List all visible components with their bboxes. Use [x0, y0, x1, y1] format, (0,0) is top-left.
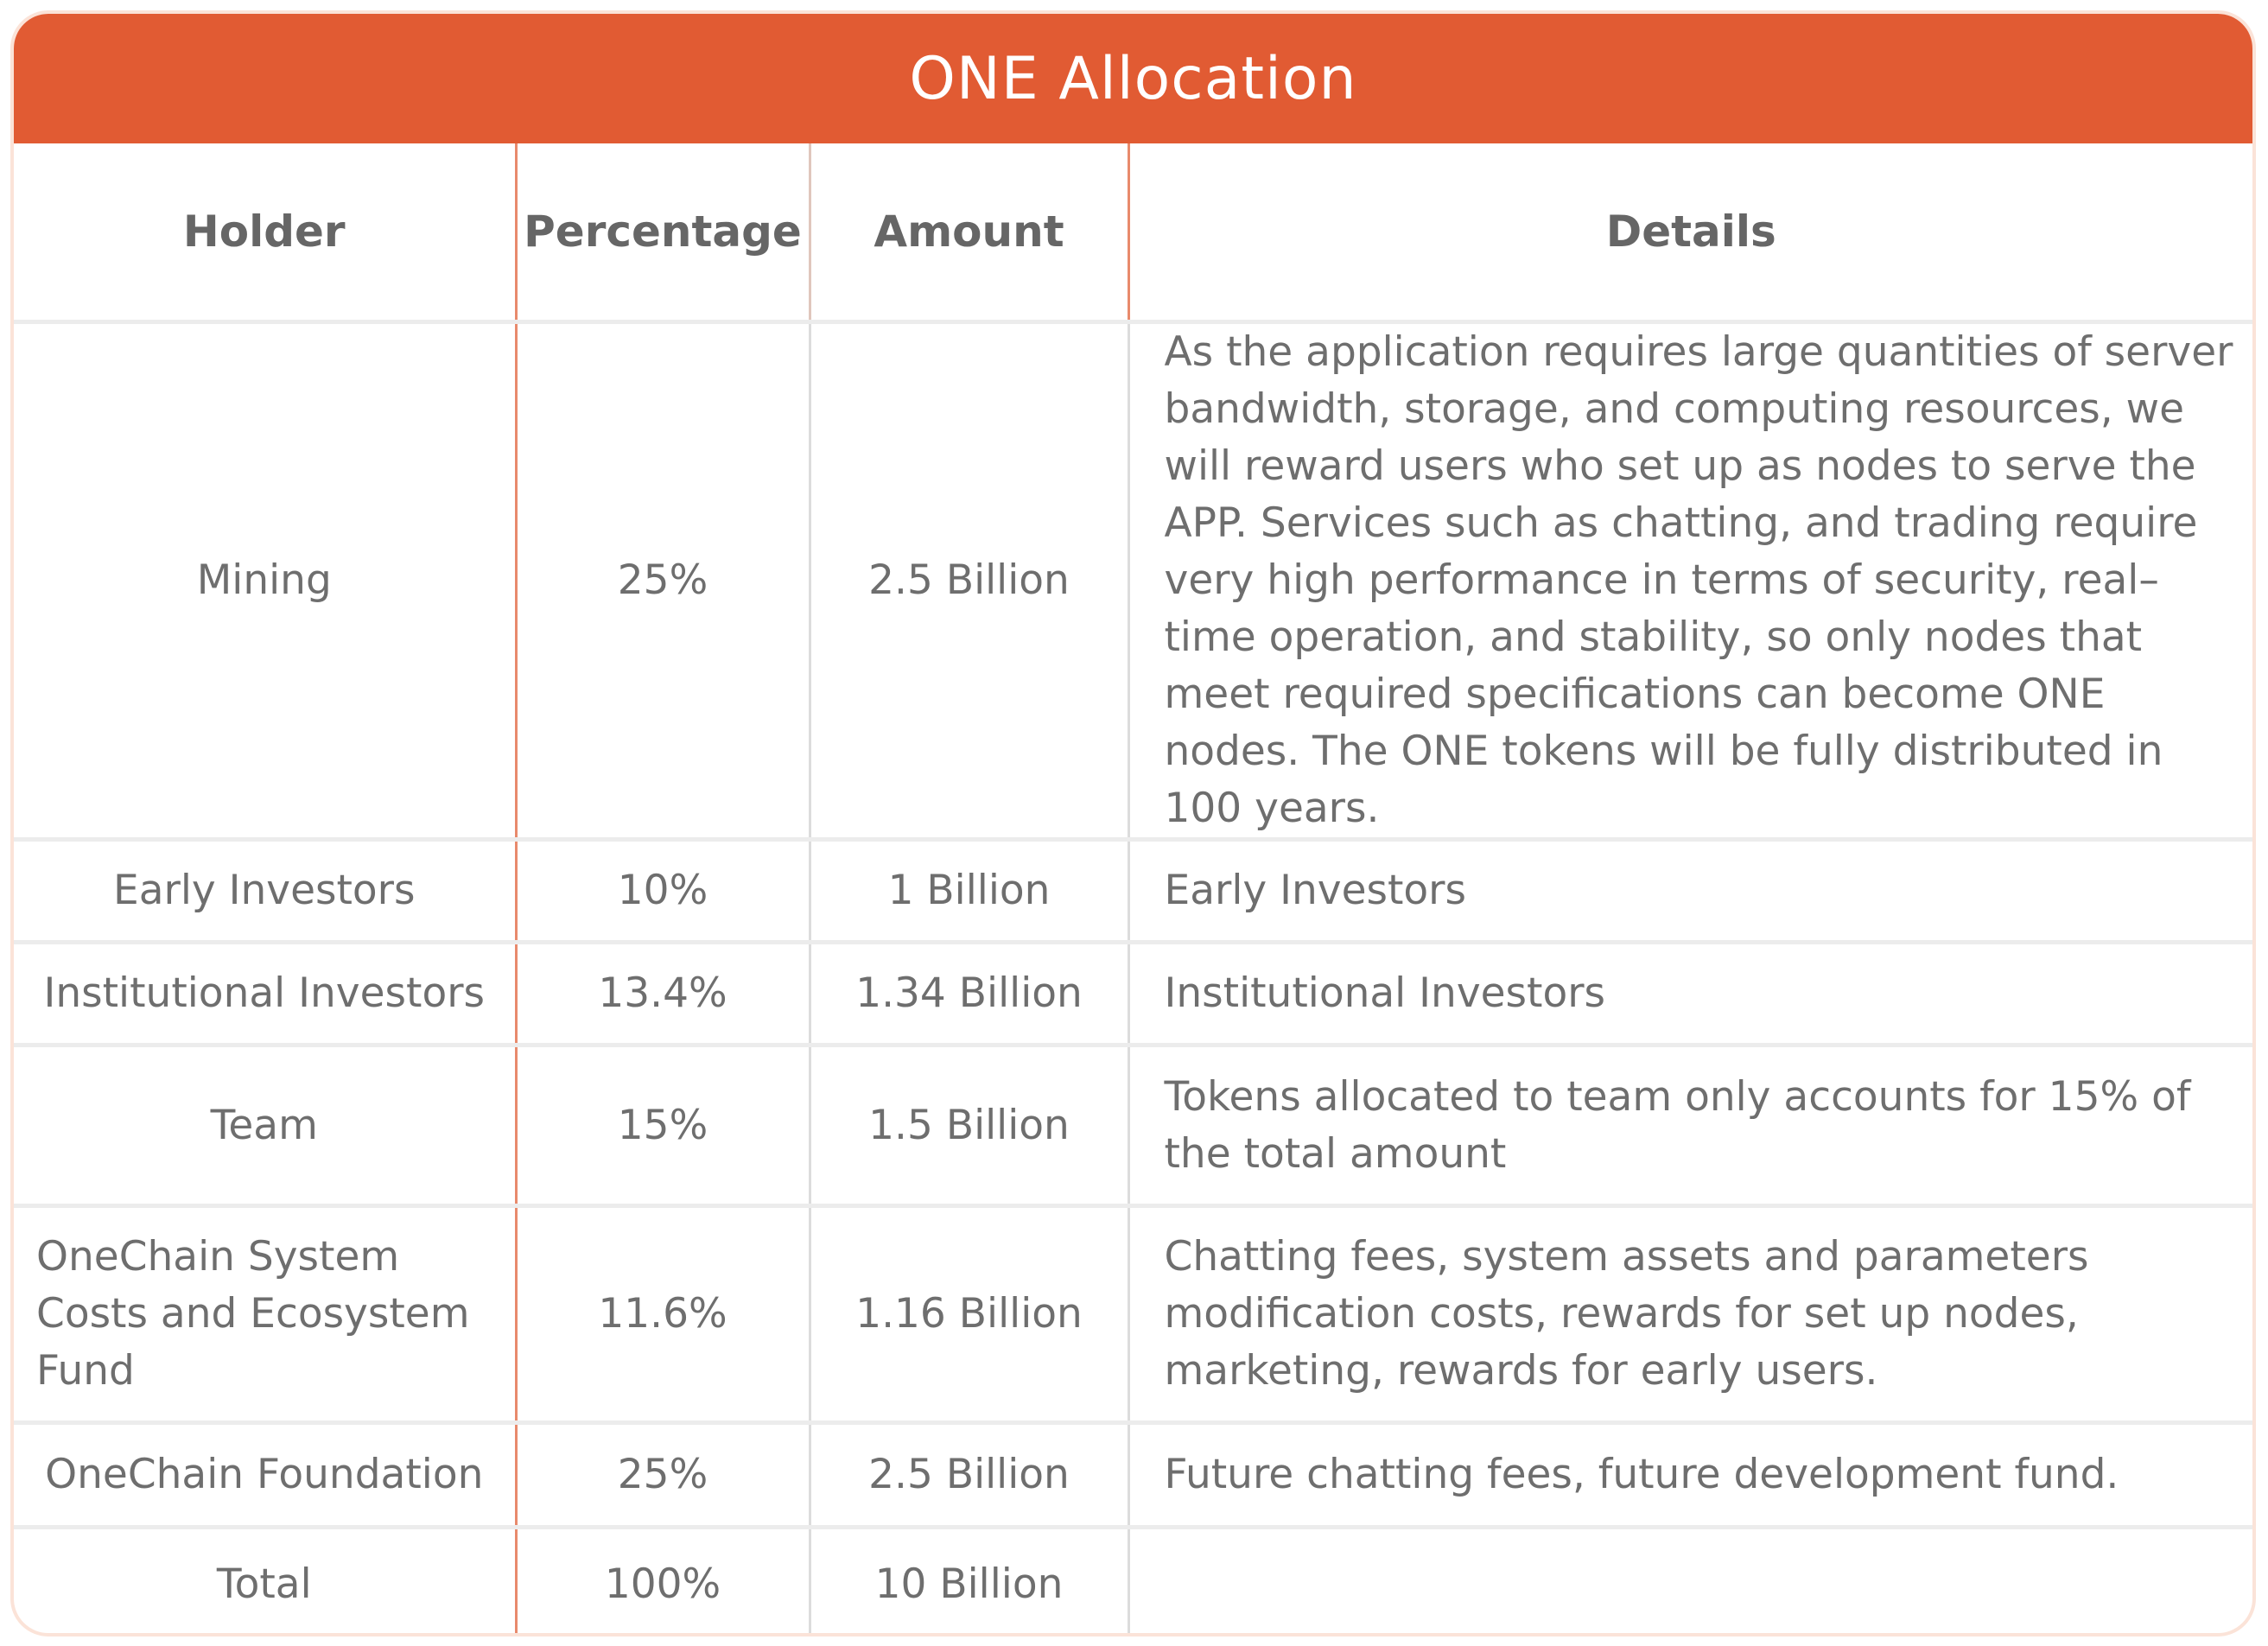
table-row: [14, 1423, 2252, 1528]
table-row: [14, 322, 2252, 840]
cell-percentage: 25%: [516, 322, 810, 840]
cell-details: Early Investors: [1128, 840, 2252, 943]
cell-details: Future chatting fees, future development fund.: [1128, 1423, 2252, 1528]
cell-holder: Early Investors: [14, 840, 516, 943]
table-row-total: [14, 1528, 2252, 1637]
cell-percentage: 100%: [516, 1528, 810, 1637]
cell-details: Institutional Investors: [1128, 943, 2252, 1045]
table-header-row: [14, 143, 2252, 322]
table-row: [14, 943, 2252, 1045]
header-percentage: Percentage: [516, 143, 810, 322]
table-row: [14, 1045, 2252, 1206]
cell-percentage: 10%: [516, 840, 810, 943]
header-amount: Amount: [810, 143, 1128, 322]
cell-holder: Mining: [14, 322, 516, 840]
cell-percentage: 25%: [516, 1423, 810, 1528]
cell-amount: 1.5 Billion: [810, 1045, 1128, 1206]
page-title: ONE Allocation: [909, 44, 1357, 113]
cell-holder: OneChain System Costs and Ecosystem Fund: [14, 1206, 516, 1423]
cell-details: Chatting fees, system assets and parameters modification costs, rewards for set up nodes, marketing, rewards for early users.: [1128, 1206, 2252, 1423]
cell-details: As the application requires large quantities of server bandwidth, storage, and computing resources, we will reward users who set up as nodes to serve the APP. Services such as chatting, and trading require very high performance in terms of security, real–time operation, and stability, so only nodes that meet required specifications can become ONE nodes. The ONE tokens will be fully distributed in 100 years.: [1128, 322, 2252, 840]
table-row: [14, 1206, 2252, 1423]
cell-holder: OneChain Foundation: [14, 1423, 516, 1528]
cell-holder: Team: [14, 1045, 516, 1206]
title-bar: [14, 14, 2252, 143]
table-row: [14, 840, 2252, 943]
cell-percentage: 13.4%: [516, 943, 810, 1045]
cell-amount: 1 Billion: [810, 840, 1128, 943]
cell-amount: 1.34 Billion: [810, 943, 1128, 1045]
cell-details: Tokens allocated to team only accounts for 15% of the total amount: [1128, 1045, 2252, 1206]
cell-amount: 10 Billion: [810, 1528, 1128, 1637]
header-holder: Holder: [14, 143, 516, 322]
cell-holder: Institutional Investors: [14, 943, 516, 1045]
cell-amount: 2.5 Billion: [810, 322, 1128, 840]
cell-percentage: 15%: [516, 1045, 810, 1206]
header-details: Details: [1128, 143, 2252, 322]
cell-amount: 2.5 Billion: [810, 1423, 1128, 1528]
cell-details: [1128, 1528, 2252, 1637]
cell-percentage: 11.6%: [516, 1206, 810, 1423]
allocation-card: [10, 10, 2256, 1636]
cell-holder: Total: [14, 1528, 516, 1637]
allocation-table: [14, 143, 2252, 1636]
cell-amount: 1.16 Billion: [810, 1206, 1128, 1423]
